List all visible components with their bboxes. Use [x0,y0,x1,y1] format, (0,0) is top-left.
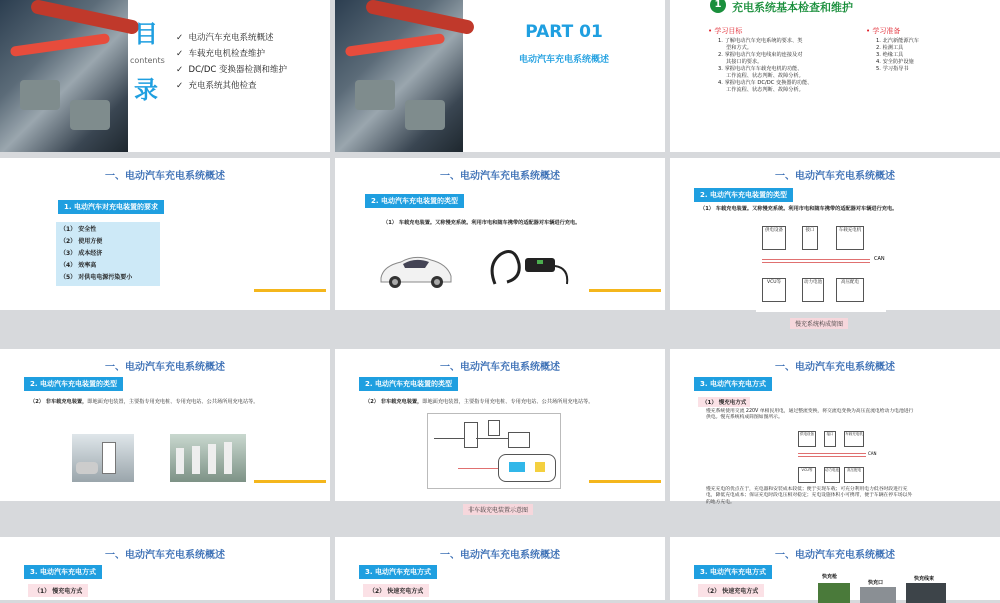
toc-item[interactable]: ✓ 充电系统其他检查 [176,81,257,91]
figure-caption: 非车载充电装置示意图 [463,504,533,515]
diagram-box: VCU等 [762,278,786,302]
slow-charge-diagram [794,429,878,487]
slow-charge-diagram [756,220,886,312]
slide-slow-method-2[interactable] [0,537,330,600]
requirement-item: （1） 安全性 [60,226,97,233]
slide-contents[interactable] [0,0,330,152]
check-icon: ✓ [176,81,184,91]
part-label: 快充口 [868,580,884,586]
part-label: 快充枪 [822,574,838,580]
requirement-item: （2） 使用方便 [60,238,103,245]
subheading: 2. 电动汽车充电装置的类型 [359,377,458,391]
slide-offboard-diagram[interactable] [335,349,665,514]
contents-title-char1: 目 [134,20,158,48]
goals-title: • 学习目标 [708,27,743,35]
charger-box [508,432,530,448]
offboard-diagram [427,413,561,489]
prep-title: • 学习准备 [866,27,901,35]
body-text: （1） 车载充电装置。又称慢充系统。利用市电和随车携带的适配器对车辆进行充电。 [383,220,581,226]
diagram-box: 供电设备 [798,431,816,447]
toc-item[interactable]: ✓ 车载充电机检查维护 [176,49,266,59]
subheading: 3. 电动汽车充电方式 [24,565,102,579]
diagram-box: VCU等 [798,467,816,483]
check-icon: ✓ [176,33,184,43]
diagram-box: 车载充电机 [836,226,864,250]
slide-learning-goals[interactable] [670,0,1000,152]
subheading: 2. 电动汽车充电装置的类型 [365,194,464,208]
slide-offboard-photos[interactable] [0,349,330,501]
figure-caption: 慢充系统构成简图 [790,318,848,329]
accent-bar [589,480,661,483]
requirement-item: （3） 成本经济 [60,250,103,257]
slide-heading: 一、电动汽车充电系统概述 [105,550,225,561]
part-label: 快充线束 [914,576,935,582]
can-label: CAN [868,451,877,456]
diagram-box: 供电设备 [762,226,786,250]
section-badge: 1 [710,0,726,13]
switch-box [488,420,500,436]
can-label: CAN [874,256,885,262]
accent-bar [254,480,326,483]
slide-requirements[interactable] [0,158,330,310]
slide-charger-types[interactable] [335,158,665,310]
subheading: 1. 电动汽车对充电装置的要求 [58,200,164,214]
check-icon: ✓ [176,49,184,59]
body-text: 慢充系统使用交流 220V 单相民用电，通过整流变换，将交流电变换为高压直流电给动力电池进行 供电。慢充系统构成简图如图所示。 [706,409,914,421]
method-label: （2） 快速充电方式 [363,584,429,597]
charging-pile-photo [72,434,134,482]
slide-heading: 一、电动汽车充电系统概述 [775,362,895,373]
diagram-box: 动力电池 [802,278,824,302]
diagram-box: 动力电池 [824,467,840,483]
toc-list [176,30,287,94]
toc-item[interactable]: ✓ 电动汽车充电系统概述 [176,33,274,43]
accent-bar [254,289,326,292]
subheading: 2. 电动汽车充电装置的类型 [694,188,793,202]
requirement-item: （4） 效率高 [60,262,97,269]
prep-list: 1. 北汽新能源汽车 2. 检测工具 3. 绝缘工具 4. 安全防护设施 5. 学习指导书 [876,38,919,73]
section-heading: 充电系统基本检查和维护 [732,1,853,14]
advantages-text: 慢充充电的优点在于，充电器和安装成本较低；便于实现车载；可充分利用电力低谷时段进行充 电，降低充电成本；保证充电时段电压相对稳定；充电设施体积小可携带，便于车辆在停车场以外 的地方充电。 [706,487,913,505]
body-text: （2） 非车载充电装置，即地面充电装置，主要指专用充电桩、专用充电站、公共场所用充电站等。 [365,399,594,405]
slide-heading: 一、电动汽车充电系统概述 [440,550,560,561]
fast-gun-photo [818,583,850,603]
slide-slow-method[interactable] [670,349,1000,505]
slide-part01[interactable] [335,0,665,152]
diagram-box: 接口 [824,431,836,447]
contents-label: contents [130,56,165,65]
charging-cable-image [485,244,575,294]
transformer-box [464,422,478,448]
requirements-box [56,222,160,286]
body-text: （1） 车载充电装置。又称慢充系统。利用市电和随车携带的适配器对车辆进行充电。 [700,206,898,212]
fast-port-photo [860,587,896,603]
diagram-box: 车载充电机 [844,431,864,447]
method-label: （2） 快速充电方式 [698,584,764,597]
subheading: 2. 电动汽车充电装置的类型 [24,377,123,391]
fast-harness-photo [906,583,946,603]
method-label: （1） 慢充电方式 [28,584,88,597]
engine-photo [0,0,128,152]
slide-heading: 一、电动汽车充电系统概述 [440,171,560,182]
subheading: 3. 电动汽车充电方式 [694,377,772,391]
contents-title-char2: 录 [134,76,158,104]
subheading: 3. 电动汽车充电方式 [359,565,437,579]
engine-photo [335,0,463,152]
slide-fast-method[interactable] [335,537,665,600]
slide-fast-method-2[interactable] [670,537,1000,600]
slide-slow-system[interactable] [670,158,1000,328]
slide-heading: 一、电动汽车充电系统概述 [105,171,225,182]
slide-heading: 一、电动汽车充电系统概述 [775,550,895,561]
slide-heading: 一、电动汽车充电系统概述 [775,171,895,182]
method-label: （1） 慢充电方式 [698,397,750,407]
diagram-box: 接口 [802,226,818,250]
part-title: PART 01 [525,22,603,42]
body-text: （2） 非车载充电装置，即地面充电装置，主要指专用充电桩、专用充电站、公共场所用充电站等。 [30,399,259,405]
accent-bar [589,289,661,292]
subheading: 3. 电动汽车充电方式 [694,565,772,579]
car-outline [498,454,556,482]
part-subtitle: 电动汽车充电系统概述 [518,55,609,65]
toc-item[interactable]: ✓ DC/DC 变换器检测和维护 [176,65,288,75]
check-icon: ✓ [176,65,184,75]
requirement-item: （5） 对供电电源污染要小 [60,274,133,281]
slide-heading: 一、电动汽车充电系统概述 [440,362,560,373]
slide-heading: 一、电动汽车充电系统概述 [105,362,225,373]
diagram-box: 高压配电 [836,278,864,302]
car-image [375,248,455,292]
goals-list: 1. 了解电动汽车充电系统的要求、类 型和方式。 2. 掌握电动汽车充电线束的连接及对 其接口的要求。 3. 掌握电动汽车车载充电机的功能、 工作流程、状态判断、故障分析。 4. 掌握电动汽车 DC/DC 变换器的功能、 工作流程、状态判断、故障分析。 [718,38,813,94]
charging-station-photo [170,434,246,482]
diagram-box: 高压配电 [844,467,864,483]
